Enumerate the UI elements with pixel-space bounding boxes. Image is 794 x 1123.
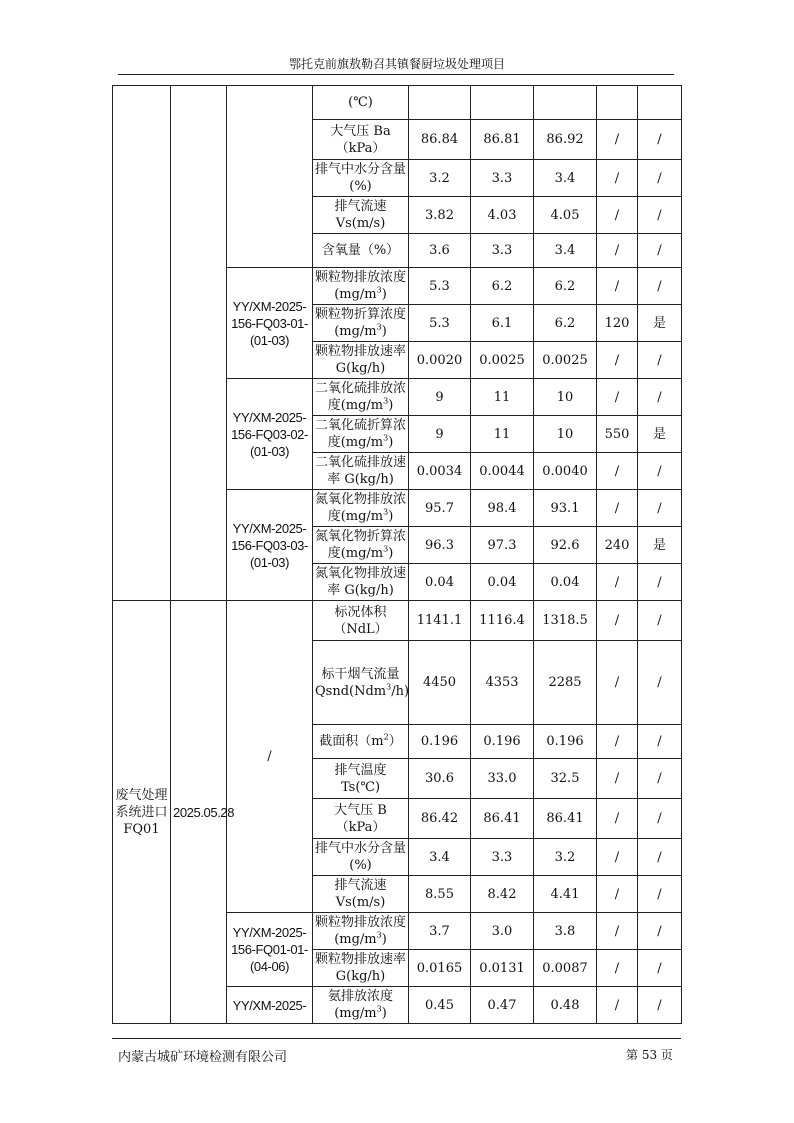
judgement-cell: / bbox=[638, 120, 682, 160]
value-cell-2: 1116.4 bbox=[471, 601, 534, 641]
param-cell bbox=[313, 725, 409, 759]
judgement-cell: 是 bbox=[638, 416, 682, 453]
date-cell: 2025.05.28 bbox=[171, 601, 227, 1024]
limit-cell: / bbox=[597, 120, 638, 160]
param-label: 排气中水分含量(%) bbox=[315, 841, 407, 873]
value-cell-2: 4.03 bbox=[471, 197, 534, 234]
value-cell-2: 6.1 bbox=[471, 305, 534, 342]
param-label: 标干烟气流量Qsnd(Ndm bbox=[315, 666, 400, 699]
value-cell-1: 3.6 bbox=[409, 234, 471, 268]
param-cell bbox=[313, 160, 409, 197]
limit-cell: / bbox=[597, 876, 638, 913]
value-cell-3: 0.0087 bbox=[534, 950, 597, 987]
value-cell-3: 10 bbox=[534, 379, 597, 416]
value-cell-1: 3.82 bbox=[409, 197, 471, 234]
sample-code-cell: YY/XM-2025-156-FQ03-02-(01-03) bbox=[227, 379, 313, 490]
sample-code-cell: YY/XM-2025-156-FQ01-01-(04-06) bbox=[227, 913, 313, 987]
param-label: 截面积（m bbox=[319, 734, 384, 749]
value-cell-1: 0.196 bbox=[409, 725, 471, 759]
param-cell bbox=[313, 839, 409, 876]
limit-cell: / bbox=[597, 950, 638, 987]
param-label-tail: ) bbox=[388, 435, 394, 450]
value-cell-3: 0.0040 bbox=[534, 453, 597, 490]
value-cell-1: 0.04 bbox=[409, 564, 471, 601]
value-cell-3: 3.8 bbox=[534, 913, 597, 950]
header-rule bbox=[118, 74, 674, 75]
value-cell-2: 33.0 bbox=[471, 759, 534, 799]
page-header-title: 鄂托克前旗敖勒召其镇餐厨垃圾处理项目 bbox=[288, 57, 505, 71]
value-cell-1: 0.0020 bbox=[409, 342, 471, 379]
param-label: 二氧化硫排放速率 G(kg/h) bbox=[315, 455, 407, 487]
judgement-cell: 是 bbox=[638, 305, 682, 342]
param-label: 氮氧化物排放浓度(mg/m bbox=[315, 492, 407, 524]
limit-cell: / bbox=[597, 987, 638, 1024]
value-cell-1: 0.0034 bbox=[409, 453, 471, 490]
value-cell-3: 0.0025 bbox=[534, 342, 597, 379]
param-unit-superscript: 3 bbox=[383, 396, 389, 406]
judgement-cell: / bbox=[638, 641, 682, 725]
param-unit-superscript: 3 bbox=[383, 433, 389, 443]
sample-code-cell: YY/XM-2025-156-FQ03-01-(01-03) bbox=[227, 268, 313, 379]
param-unit-superscript: 3 bbox=[386, 682, 392, 692]
value-cell-1: 86.42 bbox=[409, 799, 471, 839]
judgement-cell: / bbox=[638, 839, 682, 876]
param-label: 颗粒物排放速率 G(kg/h) bbox=[315, 952, 407, 984]
value-cell-2: 11 bbox=[471, 379, 534, 416]
param-unit-superscript: 3 bbox=[376, 322, 382, 332]
param-label: 排气流速Vs(m/s) bbox=[334, 878, 387, 910]
param-cell bbox=[313, 759, 409, 799]
judgement-cell: / bbox=[638, 197, 682, 234]
param-label: 排气流速Vs(m/s) bbox=[334, 199, 387, 231]
judgement-cell: 是 bbox=[638, 527, 682, 564]
footer-page-number: 第 53 页 bbox=[626, 1048, 673, 1062]
limit-cell: / bbox=[597, 601, 638, 641]
param-label-tail: ) bbox=[388, 398, 394, 413]
judgement-cell: / bbox=[638, 601, 682, 641]
param-label: 氮氧化物折算浓度(mg/m bbox=[315, 529, 407, 561]
footer-company: 内蒙古城矿环境检测有限公司 bbox=[118, 1050, 288, 1065]
judgement-cell: / bbox=[638, 564, 682, 601]
value-cell-1: 9 bbox=[409, 379, 471, 416]
judgement-cell: / bbox=[638, 876, 682, 913]
param-label-tail: ) bbox=[388, 509, 394, 524]
param-cell bbox=[313, 641, 409, 725]
judgement-cell: / bbox=[638, 234, 682, 268]
sample-code-cell-general: / bbox=[227, 601, 313, 913]
value-cell-2: 11 bbox=[471, 416, 534, 453]
judgement-cell bbox=[638, 86, 682, 120]
param-cell bbox=[313, 876, 409, 913]
value-cell-3: 32.5 bbox=[534, 759, 597, 799]
value-cell-1: 95.7 bbox=[409, 490, 471, 527]
limit-cell bbox=[597, 86, 638, 120]
value-cell-2: 0.04 bbox=[471, 564, 534, 601]
param-cell bbox=[313, 913, 409, 950]
param-cell bbox=[313, 86, 409, 120]
judgement-cell: / bbox=[638, 799, 682, 839]
param-unit-superscript: 3 bbox=[376, 1004, 382, 1014]
value-cell-3: 86.92 bbox=[534, 120, 597, 160]
param-label: 二氧化硫折算浓度(mg/m bbox=[315, 418, 407, 450]
param-cell bbox=[313, 527, 409, 564]
table-row bbox=[113, 86, 682, 120]
limit-cell: 550 bbox=[597, 416, 638, 453]
value-cell-3: 6.2 bbox=[534, 268, 597, 305]
footer-rule bbox=[112, 1038, 681, 1039]
value-cell-3: 0.48 bbox=[534, 987, 597, 1024]
value-cell-3: 2285 bbox=[534, 641, 597, 725]
value-cell-3: 0.04 bbox=[534, 564, 597, 601]
value-cell-3: 3.2 bbox=[534, 839, 597, 876]
value-cell-3: 92.6 bbox=[534, 527, 597, 564]
limit-cell: / bbox=[597, 197, 638, 234]
param-label: 氮氧化物排放速率 G(kg/h) bbox=[315, 566, 407, 598]
param-label: 排气中水分含量(%) bbox=[315, 162, 407, 194]
param-cell bbox=[313, 987, 409, 1024]
value-cell-3: 10 bbox=[534, 416, 597, 453]
param-label: 排气温度 Ts(℃) bbox=[334, 762, 387, 795]
limit-cell: / bbox=[597, 342, 638, 379]
value-cell-2: 0.0044 bbox=[471, 453, 534, 490]
param-cell bbox=[313, 120, 409, 160]
sample-code-cell-continued bbox=[227, 86, 313, 268]
param-label: (℃) bbox=[348, 95, 373, 110]
limit-cell: / bbox=[597, 725, 638, 759]
value-cell-2 bbox=[471, 86, 534, 120]
param-label-tail: /h) bbox=[391, 683, 410, 699]
param-cell bbox=[313, 379, 409, 416]
limit-cell: 240 bbox=[597, 527, 638, 564]
judgement-cell: / bbox=[638, 725, 682, 759]
param-unit-superscript: 3 bbox=[376, 285, 382, 295]
param-cell bbox=[313, 490, 409, 527]
value-cell-2: 0.0025 bbox=[471, 342, 534, 379]
location-cell-continued bbox=[113, 86, 171, 601]
param-cell bbox=[313, 799, 409, 839]
limit-cell: / bbox=[597, 379, 638, 416]
value-cell-1: 86.84 bbox=[409, 120, 471, 160]
value-cell-2: 0.0131 bbox=[471, 950, 534, 987]
value-cell-2: 6.2 bbox=[471, 268, 534, 305]
param-cell bbox=[313, 234, 409, 268]
value-cell-2: 3.3 bbox=[471, 839, 534, 876]
value-cell-1: 1141.1 bbox=[409, 601, 471, 641]
param-label-tail: ) bbox=[388, 546, 394, 561]
value-cell-1: 5.3 bbox=[409, 268, 471, 305]
value-cell-2: 0.47 bbox=[471, 987, 534, 1024]
value-cell-3: 93.1 bbox=[534, 490, 597, 527]
sample-code-cell: YY/XM-2025- bbox=[227, 987, 313, 1024]
param-unit-superscript: 3 bbox=[376, 930, 382, 940]
value-cell-2: 3.3 bbox=[471, 234, 534, 268]
value-cell-3: 4.41 bbox=[534, 876, 597, 913]
value-cell-2: 98.4 bbox=[471, 490, 534, 527]
value-cell-2: 3.0 bbox=[471, 913, 534, 950]
date-cell-continued bbox=[171, 86, 227, 601]
value-cell-3: 0.196 bbox=[534, 725, 597, 759]
param-cell bbox=[313, 197, 409, 234]
value-cell-1: 3.2 bbox=[409, 160, 471, 197]
value-cell-1: 0.45 bbox=[409, 987, 471, 1024]
value-cell-1: 4450 bbox=[409, 641, 471, 725]
param-label-tail: ) bbox=[381, 932, 387, 947]
param-cell bbox=[313, 601, 409, 641]
judgement-cell: / bbox=[638, 913, 682, 950]
limit-cell: 120 bbox=[597, 305, 638, 342]
limit-cell: / bbox=[597, 234, 638, 268]
limit-cell: / bbox=[597, 799, 638, 839]
value-cell-1: 30.6 bbox=[409, 759, 471, 799]
param-cell bbox=[313, 268, 409, 305]
value-cell-3: 4.05 bbox=[534, 197, 597, 234]
limit-cell: / bbox=[597, 759, 638, 799]
sample-code-cell: YY/XM-2025-156-FQ03-03-(01-03) bbox=[227, 490, 313, 601]
judgement-cell: / bbox=[638, 268, 682, 305]
location-cell: 废气处理系统进口FQ01 bbox=[113, 601, 171, 1024]
limit-cell: / bbox=[597, 564, 638, 601]
param-label-tail: ) bbox=[381, 1006, 387, 1021]
value-cell-2: 3.3 bbox=[471, 160, 534, 197]
param-cell bbox=[313, 950, 409, 987]
param-label: 颗粒物排放速率 G(kg/h) bbox=[315, 344, 407, 376]
value-cell-2: 86.81 bbox=[471, 120, 534, 160]
value-cell-3: 86.41 bbox=[534, 799, 597, 839]
judgement-cell: / bbox=[638, 950, 682, 987]
value-cell-2: 4353 bbox=[471, 641, 534, 725]
param-cell bbox=[313, 342, 409, 379]
judgement-cell: / bbox=[638, 453, 682, 490]
param-label: 含氧量（%） bbox=[321, 243, 400, 258]
value-cell-3 bbox=[534, 86, 597, 120]
judgement-cell: / bbox=[638, 759, 682, 799]
value-cell-2: 0.196 bbox=[471, 725, 534, 759]
value-cell-3: 6.2 bbox=[534, 305, 597, 342]
param-cell bbox=[313, 416, 409, 453]
value-cell-3: 1318.5 bbox=[534, 601, 597, 641]
judgement-cell: / bbox=[638, 342, 682, 379]
param-label-tail: ） bbox=[388, 734, 402, 749]
limit-cell: / bbox=[597, 490, 638, 527]
value-cell-1 bbox=[409, 86, 471, 120]
param-label-tail: ) bbox=[381, 324, 387, 339]
judgement-cell: / bbox=[638, 490, 682, 527]
param-label: 氨排放浓度(mg/m bbox=[327, 989, 393, 1021]
value-cell-1: 5.3 bbox=[409, 305, 471, 342]
limit-cell: / bbox=[597, 913, 638, 950]
value-cell-2: 8.42 bbox=[471, 876, 534, 913]
param-cell bbox=[313, 305, 409, 342]
table-row bbox=[113, 601, 682, 641]
value-cell-1: 0.0165 bbox=[409, 950, 471, 987]
limit-cell: / bbox=[597, 641, 638, 725]
limit-cell: / bbox=[597, 839, 638, 876]
param-unit-superscript: 3 bbox=[383, 544, 389, 554]
judgement-cell: / bbox=[638, 160, 682, 197]
judgement-cell: / bbox=[638, 987, 682, 1024]
param-cell bbox=[313, 453, 409, 490]
limit-cell: / bbox=[597, 160, 638, 197]
value-cell-1: 9 bbox=[409, 416, 471, 453]
value-cell-1: 8.55 bbox=[409, 876, 471, 913]
param-label: 颗粒物排放浓度(mg/m bbox=[315, 915, 407, 947]
value-cell-2: 86.41 bbox=[471, 799, 534, 839]
limit-cell: / bbox=[597, 453, 638, 490]
param-label: 颗粒物折算浓度(mg/m bbox=[315, 307, 407, 339]
value-cell-2: 97.3 bbox=[471, 527, 534, 564]
value-cell-1: 3.7 bbox=[409, 913, 471, 950]
value-cell-1: 3.4 bbox=[409, 839, 471, 876]
monitoring-data-table bbox=[112, 85, 682, 1024]
limit-cell: / bbox=[597, 268, 638, 305]
param-unit-superscript: 2 bbox=[383, 732, 389, 742]
value-cell-1: 96.3 bbox=[409, 527, 471, 564]
value-cell-3: 3.4 bbox=[534, 234, 597, 268]
param-label: 二氧化硫排放浓度(mg/m bbox=[315, 381, 407, 413]
param-label: 大气压 Ba（kPa） bbox=[330, 123, 391, 156]
value-cell-3: 3.4 bbox=[534, 160, 597, 197]
param-label: 颗粒物排放浓度(mg/m bbox=[315, 270, 407, 302]
param-label: 大气压 B（kPa） bbox=[334, 802, 387, 835]
judgement-cell: / bbox=[638, 379, 682, 416]
param-unit-superscript: 3 bbox=[383, 507, 389, 517]
param-label: 标况体积（NdL） bbox=[333, 604, 388, 637]
param-cell bbox=[313, 564, 409, 601]
param-label-tail: ) bbox=[381, 287, 387, 302]
